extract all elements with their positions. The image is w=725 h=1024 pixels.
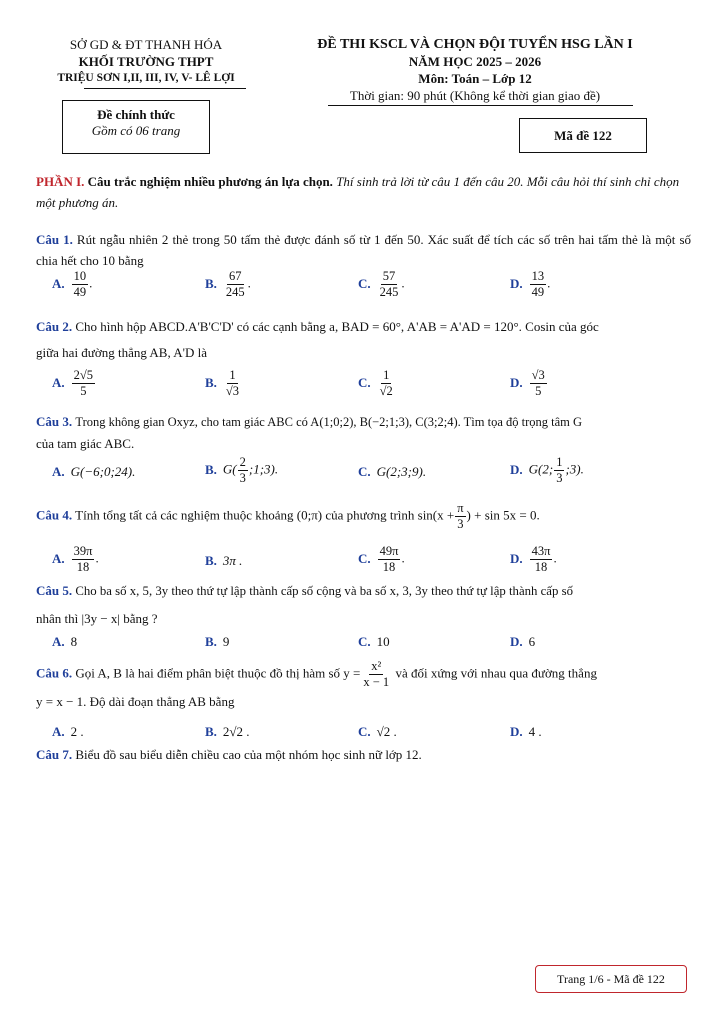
question-4 [36,502,691,531]
option-value: 3π . [222,553,243,568]
option-3c[interactable] [358,464,426,480]
fraction-numerator: √3 [530,369,547,384]
question-text: Rút ngẫu nhiên 2 thẻ trong 50 tấm thẻ được đánh số từ 1 đến 50. Xác suất để tích các số trên hai tấm thẻ là một số chia hết cho 10 bằng [36,232,691,268]
option-value: 9 [222,634,230,649]
question-text-prefix: Gọi A, B là hai điểm phân biệt thuộc đồ thị hàm số y = [75,665,361,681]
question-7 [36,744,691,765]
exam-header [280,36,670,104]
question-text-line2: của tam giác ABC. [36,436,135,451]
option-5c[interactable] [358,634,390,650]
fraction-numerator: 67 [227,270,244,285]
fraction-numerator: 1 [381,369,391,384]
option-label: D. [510,634,523,649]
option-label: A. [52,634,65,649]
option-label: D. [510,275,523,291]
option-2c[interactable] [358,369,396,398]
option-3b[interactable] [205,456,278,485]
question-6 [36,660,691,712]
option-label: C. [358,374,371,390]
question-text: Biểu đồ sau biểu diễn chiều cao của một nhóm học sinh nữ lớp 12. [75,747,422,762]
option-6d[interactable] [510,724,542,740]
section-instruction: Thí sinh trả lời từ câu 1 đến câu 20. Mỗi câu hỏi thí sinh chỉ chọn một phương án. [36,174,680,210]
fraction-denominator: 3 [239,471,246,486]
option-4a[interactable]: A. $\frac{39\pi}{18}$ . [52,544,99,575]
option-4c[interactable]: C. $\frac{49\pi}{18}$ . [358,544,405,575]
option-value: 10 [376,634,390,649]
option-1b[interactable]: B. $\frac{67}{245}$ . [205,269,251,300]
exam-duration: Thời gian: 90 phút (Không kể thời gian giao đề) [349,88,601,103]
option-value-prefix: G( [222,461,237,477]
option-value: 8 [70,634,78,649]
option-6b[interactable] [205,724,250,740]
option-label: B. [205,553,217,568]
exam-title: ĐỀ THI KSCL VÀ CHỌN ĐỘI TUYỂN HSG LẦN I [317,37,633,52]
subject: Môn: Toán – Lớp 12 [418,71,532,86]
question-number: Câu 6. [36,665,73,681]
question-number: Câu 2. [36,319,73,334]
option-label: A. [52,374,65,390]
option-2b[interactable] [205,369,242,398]
option-value: G(−6;0;24). [70,464,136,479]
fraction-numerator: 2√5 [72,369,95,384]
option-label: B. [205,461,217,477]
option-5b[interactable] [205,634,229,650]
question-text-prefix: Tính tổng tất cả các nghiệm thuộc khoảng (0;π) của phương trình sin(x + [75,507,455,523]
question-text-line2: nhân thì |3y − x| bằng ? [36,611,158,626]
fraction-denominator: x − 1 [363,675,390,690]
department-name: SỞ GD & ĐT THANH HÓA [69,37,223,52]
fraction-denominator: 245 [379,285,399,300]
school-header [36,36,256,87]
option-label: A. [52,275,65,291]
question-number: Câu 4. [36,507,73,523]
fraction-numerator: 2 [238,456,248,471]
fraction-denominator: 3 [556,471,563,486]
option-1c[interactable]: C. $\frac{57}{245}$ . [358,269,405,300]
question-3 [36,411,691,454]
option-label: B. [205,634,217,649]
fraction-numerator: 43π [530,545,553,560]
option-1a[interactable]: A. $\frac{10}{49}$ . [52,269,93,300]
school-list: TRIỆU SƠN I,II, III, IV, V- LÊ LỢI [57,72,235,84]
official-title: Đề chính thức [97,107,175,122]
question-1 [36,229,691,271]
question-text-line1: Trong không gian Oxyz, cho tam giác ABC có A(1;0;2), B(−2;1;3), C(3;2;4). Tìm tọa độ trọng tâm G [75,415,583,429]
option-value: 2 . [70,724,84,739]
exam-code-box: Mã đề 122 [519,118,647,153]
question-number: Câu 3. [36,414,73,429]
option-value: 6 [528,634,536,649]
option-value: 2√2 . [222,724,250,739]
option-5d[interactable] [510,634,535,650]
option-label: D. [510,724,523,739]
question-number: Câu 1. [36,232,73,247]
question-text-suffix: ) + sin 5x = 0. [466,507,540,523]
option-5a[interactable] [52,634,77,650]
option-4b[interactable] [205,553,242,569]
fraction-numerator: 57 [381,270,398,285]
section-header [36,171,691,213]
option-2a[interactable] [52,369,96,398]
school-group-name: KHỐI TRƯỜNG THPT [78,54,214,69]
option-3a[interactable] [52,464,135,480]
fraction-denominator: √3 [225,384,240,399]
option-label: C. [358,634,371,649]
question-text-suffix: và đối xứng với nhau qua đường thẳng [395,665,597,681]
question-text-line1: Cho ba số x, 5, 3y theo thứ tự lập thành cấp số cộng và ba số x, 3, 3y theo thứ tự lập thành cấp số [75,584,573,598]
question-text-line2: y = x − 1. Độ dài đoạn thẳng AB bằng [36,694,235,710]
option-label: D. [510,374,523,390]
fraction-denominator: √2 [379,384,393,399]
option-label: C. [358,724,371,739]
fraction-numerator: 39π [72,545,95,560]
option-label: B. [205,724,217,739]
fraction-denominator: 5 [535,384,542,399]
option-value-suffix: ;1;3). [248,461,279,477]
fraction-numerator: 49π [378,545,401,560]
fraction-denominator: 49 [531,285,545,300]
option-1d[interactable]: D. $\frac{13}{49}$ . [510,269,551,300]
header-underline-left [84,88,246,89]
fraction-denominator: 18 [76,560,90,575]
question-number: Câu 5. [36,583,73,598]
option-label: A. [52,550,65,566]
question-2 [36,316,691,363]
option-value: G(2;3;9). [376,464,427,479]
fraction-numerator: 1 [227,369,237,384]
option-value: 4 . [528,724,542,739]
option-3d[interactable] [510,456,584,485]
page-footer: Trang 1/6 - Mã đề 122 [535,965,687,993]
section-title: PHẦN I. [36,174,85,189]
option-value-suffix: ;3). [565,461,584,477]
question-text-line1: Cho hình hộp ABCD.A'B'C'D' có các cạnh bằng a, BAD = 60°, A'AB = A'AD = 120°. Cosin của góc [75,319,599,334]
question-number: Câu 7. [36,747,73,762]
option-2d[interactable] [510,369,548,398]
fraction-numerator: 13 [530,270,547,285]
school-year: NĂM HỌC 2025 – 2026 [408,54,542,69]
question-5 [36,580,691,629]
option-label: C. [358,550,371,566]
option-6a[interactable] [52,724,84,740]
option-6c[interactable] [358,724,397,740]
option-label: D. [510,550,523,566]
fraction-denominator: 3 [457,517,464,532]
option-4d[interactable]: D. $\frac{43\pi}{18}$ . [510,544,557,575]
option-label: A. [52,724,65,739]
header-underline-right [328,105,633,106]
fraction-denominator: 18 [534,560,548,575]
fraction-denominator: 49 [73,285,87,300]
fraction-numerator: 10 [72,270,89,285]
fraction-denominator: 18 [382,560,396,575]
section-title-rest: Câu trắc nghiệm nhiều phương án lựa chọn. [87,174,333,189]
fraction-denominator: 5 [80,384,87,399]
official-box [62,100,210,154]
fraction-numerator: x² [369,660,383,675]
option-label: D. [510,461,523,477]
official-pages: Gồm có 06 trang [91,123,181,138]
option-label: A. [52,464,65,479]
option-value: √2 . [376,724,397,739]
option-label: C. [358,464,371,479]
option-label: C. [358,275,371,291]
option-label: B. [205,275,217,291]
option-label: B. [205,374,217,390]
fraction-denominator: 245 [225,285,245,300]
fraction-numerator: 1 [554,456,564,471]
question-text-line2: giữa hai đường thẳng AB, A'D là [36,345,207,360]
fraction-numerator: π [455,502,465,517]
option-value-prefix: G(2; [528,461,554,477]
